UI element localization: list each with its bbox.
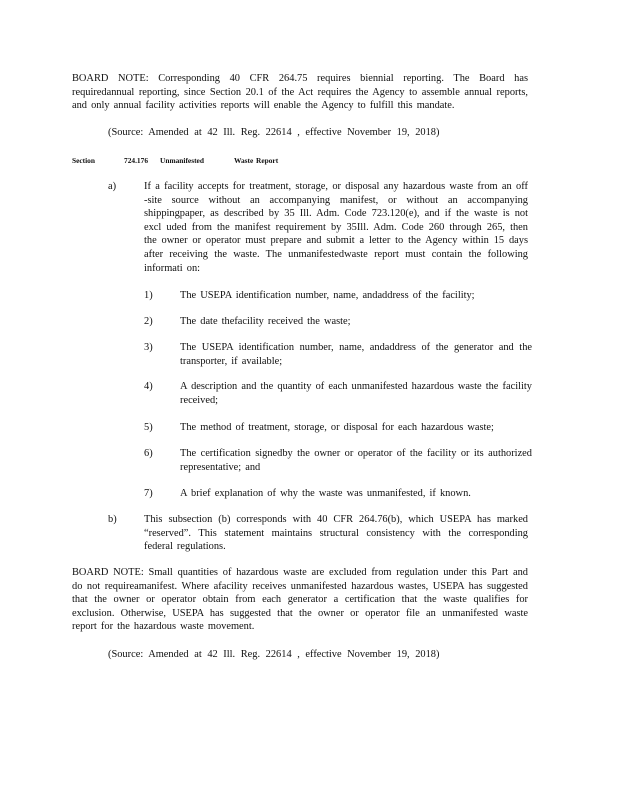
section-label: Section [72,156,95,165]
list-item-number: 5) [144,422,153,433]
section-title-word-1: Unmanifested [160,156,204,165]
board-note-biennial: BOARD NOTE: Corresponding 40 CFR 264.75 requires biennial reporting. The Board has requiredannual reporting, since Section 20.1 of the Act requires the Agency to assemble annual reports, and only annual facility activities reports will enable the Agency to fulfill this mandate. [72,73,528,112]
list-item-text: A brief explanation of why the waste was unmanifested, if known. [180,488,471,499]
board-note-small-quantities: BOARD NOTE: Small quantities of hazardous waste are excluded from regulation under this Part and do not requireamanifest. Where afacility receives unmanifested hazardous wastes, USEPA has suggested that the owner or operator obtain from each generator a certification that the waste qualifies for exclusion. Otherwise, USEPA has suggested that the owner or operator file an unmanifested waste report for the hazardous waste movement. [72,567,528,633]
list-item-number: 3) [144,342,153,353]
section-heading [72,154,278,168]
list-item-number: 1) [144,290,153,301]
source-note-2: (Source: Amended at 42 Ill. Reg. 22614 , effective November 19, 2018) [108,649,440,660]
list-item-text: The USEPA identification number, name, andaddress of the facility; [180,290,475,301]
source-note-1: (Source: Amended at 42 Ill. Reg. 22614 , effective November 19, 2018) [108,127,440,138]
list-item-number: 2) [144,316,153,327]
list-item-text: A description and the quantity of each unmanifested hazardous waste the facility received; [180,381,532,406]
list-item-text: The USEPA identification number, name, andaddress of the generator and the transporter, if available; [180,342,532,367]
subsection-b-label: b) [108,514,117,525]
list-item-number: 6) [144,448,153,459]
section-title-word-2: Waste [234,156,254,165]
subsection-a-label: a) [108,181,117,192]
list-item-number: 4) [144,381,153,392]
subsection-a-text: If a facility accepts for treatment, storage, or disposal any hazardous waste from an off -site source without an accompanying manifest, or without an accompanying shippingpaper, as described by 35 Ill. Adm. Code 723.120(e), and if the waste is not excl uded from the manifest requirement by 35Ill. Adm. Code 260 through 265, then the owner or operator must prepare and submit a letter to the Agency within 15 days after receiving the waste. The unmanifestedwaste report must contain the following informati on: [144,181,528,274]
list-item-text: The date thefacility received the waste; [180,316,351,327]
subsection-b-text: This subsection (b) corresponds with 40 CFR 264.76(b), which USEPA has marked “reserved”. This statement maintains structural consistency with the corresponding federal regulations. [144,514,528,553]
section-title-word-3: Report [256,156,279,165]
list-item-text: The method of treatment, storage, or disposal for each hazardous waste; [180,422,494,433]
list-item-number: 7) [144,488,153,499]
list-item-text: The certification signedby the owner or operator of the facility or its authorized representative; and [180,448,532,473]
section-number: 724.176 [124,156,149,165]
